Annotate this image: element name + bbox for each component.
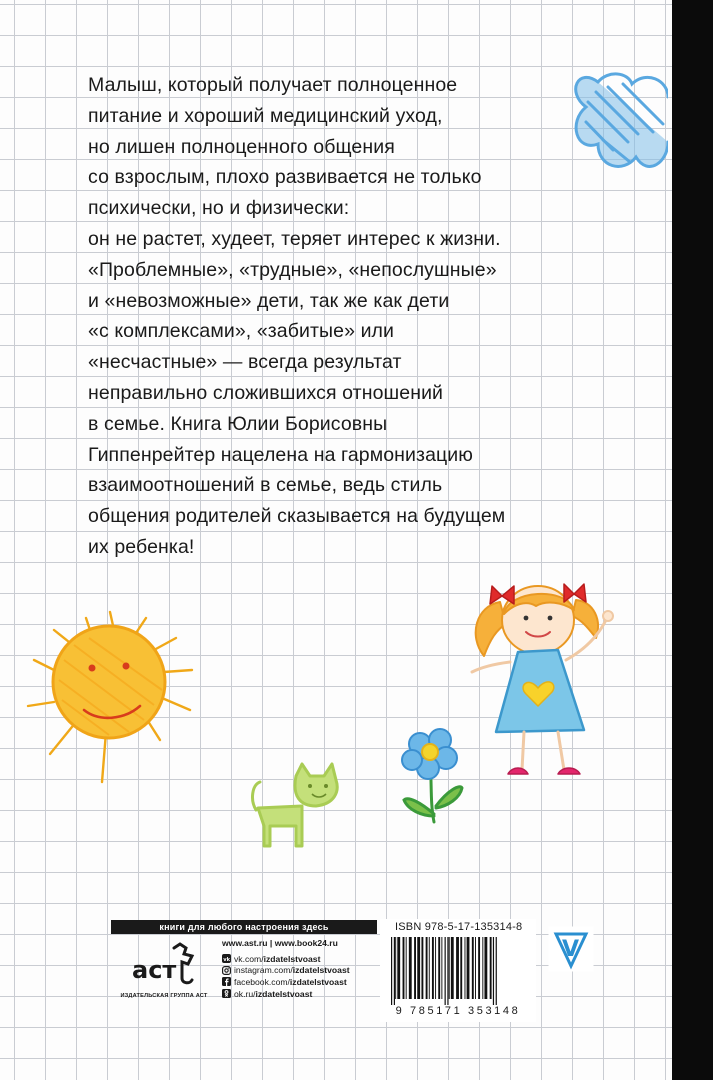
blurb-line: «Проблемные», «трудные», «непослушные» [88, 258, 497, 281]
barcode-bar [438, 937, 440, 999]
social-link-prefix: ok.ru/ [234, 988, 256, 999]
barcode-bar [403, 937, 405, 999]
cloud-drawing [568, 62, 668, 192]
barcode-bar [432, 937, 434, 999]
barcode-bar [490, 937, 492, 999]
publisher-links [222, 938, 350, 999]
blurb-line: «несчастные» — всегда результат [88, 351, 402, 374]
vk-icon [222, 954, 231, 963]
social-link-handle: izdatelstvoast [292, 965, 350, 976]
odnoklassniki-icon [222, 989, 231, 998]
publisher-name: ИЗДАТЕЛЬСКАЯ ГРУППА АСТ [120, 993, 208, 999]
cat-drawing [246, 760, 346, 850]
social-link-handle: izdatelstvoast [255, 988, 313, 999]
social-link-prefix: facebook.com/ [234, 976, 290, 987]
v-badge-logo [548, 926, 594, 972]
barcode-digits: 9 785171 353148 [395, 1005, 521, 1017]
barcode-bar [394, 937, 395, 1005]
instagram-icon [222, 966, 231, 975]
barcode-bar [451, 937, 454, 999]
ast-logo-text: аст [132, 956, 177, 984]
blurb-line: питание и хороший медицинский уход, [88, 104, 443, 127]
blurb-text [88, 70, 558, 563]
barcode-bar [475, 937, 476, 999]
barcode-bar [460, 937, 462, 999]
blurb-line: он не растет, худеет, теряет интерес к жизни. [88, 227, 501, 250]
barcode-bar [445, 937, 446, 1005]
book-spine [672, 0, 713, 1080]
blurb-line: неправильно сложившихся отношений [88, 381, 444, 404]
barcode-bar [482, 937, 483, 999]
social-link-odnoklassniki[interactable] [222, 988, 350, 1000]
ast-logo [128, 942, 198, 988]
tagline-strip: книги для любого настроения здесь [111, 920, 377, 934]
barcode-bar [493, 937, 494, 1005]
blurb-line: и «невозможные» дети, так же как дети [88, 289, 450, 312]
isbn-number: ISBN 978-5-17-135314-8 [395, 921, 523, 933]
barcode-bar [484, 937, 487, 999]
blurb-line: взаимоотношений в семье, ведь стиль [88, 474, 443, 497]
girl-drawing [466, 580, 636, 800]
barcode-bar [465, 937, 466, 999]
blurb-line: со взрослым, плохо развивается не только [88, 166, 482, 189]
blurb-line: Малыш, который получает полноценное [88, 74, 458, 96]
svg-text:vk: vk [223, 957, 231, 964]
barcode-bar [397, 937, 400, 999]
barcode-bar [429, 937, 430, 999]
barcode-bar [467, 937, 470, 999]
social-link-facebook[interactable] [222, 976, 350, 988]
blurb-line: в семье. Книга Юлии Борисовны [88, 412, 388, 435]
barcode-bar [435, 937, 436, 999]
social-link-prefix: instagram.com/ [234, 965, 293, 976]
barcode [389, 937, 531, 1005]
barcode-bar [406, 937, 407, 999]
barcode-bar [421, 937, 423, 999]
blurb-line: Гиппенрейтер нацелена на гармонизацию [88, 443, 473, 466]
barcode-bar [478, 937, 480, 999]
barcode-bar [395, 937, 396, 999]
blurb-line: «с комплексами», «забитые» или [88, 320, 395, 343]
social-link-instagram[interactable] [222, 965, 350, 977]
blurb-line: общения родителей сказывается на будущем [88, 505, 506, 528]
flower-drawing [390, 722, 470, 832]
social-link-handle: izdatelstvoast [289, 976, 347, 987]
website-links[interactable]: www.ast.ru | www.book24.ru [222, 938, 338, 948]
blurb-line: но лишен полноценного общения [88, 135, 395, 158]
barcode-bar [391, 937, 392, 1005]
barcode-bar [409, 937, 412, 999]
social-link-vk[interactable] [222, 953, 350, 965]
social-link-handle: izdatelstvoast [263, 953, 321, 964]
barcode-bar [456, 937, 459, 999]
barcode-bar [472, 937, 474, 999]
barcode-bar [449, 937, 450, 999]
blurb-line: их ребенка! [88, 535, 195, 558]
barcode-bar [447, 937, 448, 1005]
facebook-icon [222, 977, 231, 986]
v-badge-letter: V [562, 937, 580, 962]
barcode-bar [496, 937, 497, 1005]
social-link-prefix: vk.com/ [234, 953, 264, 964]
barcode-bar [417, 937, 420, 999]
blurb-line: психически, но и физически: [88, 197, 350, 220]
sun-drawing [14, 610, 214, 800]
barcode-bar [426, 937, 428, 999]
barcode-bar [441, 937, 442, 999]
barcode-bar [414, 937, 416, 999]
